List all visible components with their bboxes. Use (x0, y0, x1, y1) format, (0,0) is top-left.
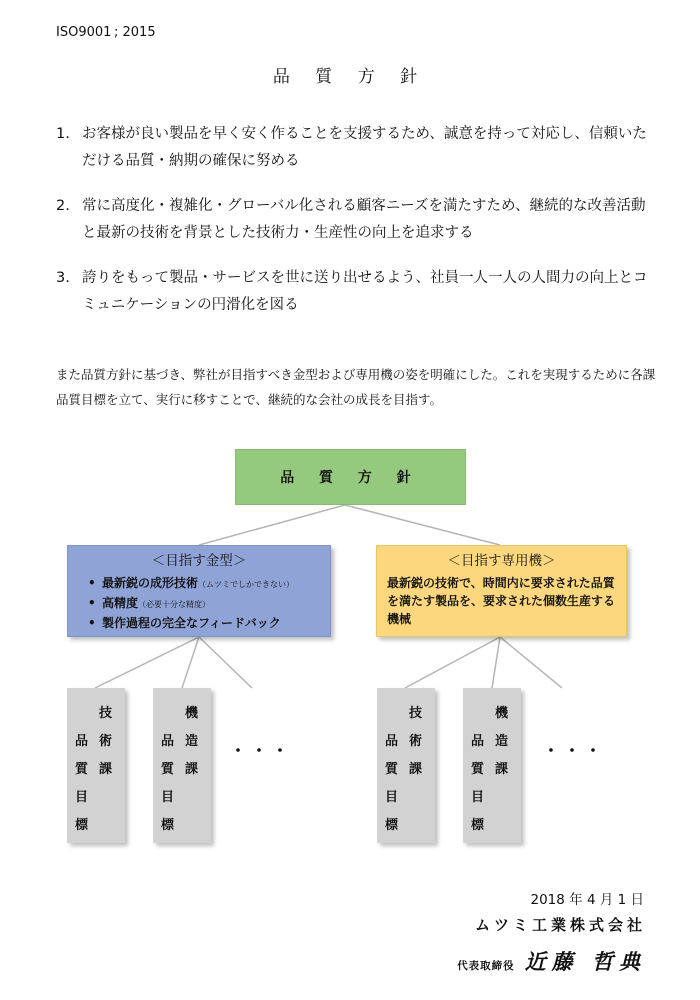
machine-goal-heading: ＜目指す専用機＞ (447, 553, 556, 569)
policy-number: 1. (56, 126, 70, 142)
ellipsis-more-departments: ・・・ (543, 741, 607, 760)
policy-text: 常に高度化・複雑化・グローバル化される顧客ニーズを満たすため、継続的な改善活動と最新の技術を背景とした技術力・生産性の向上を追求する (82, 198, 646, 241)
diagram-machine-goal-box (376, 545, 627, 637)
mold-goal-item: • 高精度（必要十分な精度） (90, 594, 320, 614)
diagram-quality-policy-box: 品 質 方 針 (235, 449, 466, 505)
policy-text: お客様が良い製品を早く安く作ることを支援するため、誠意を持って対応し、信頼いただける品質・納期の確保に努める (82, 126, 647, 169)
mold-goal-heading: ＜目指す金型＞ (151, 553, 247, 569)
mold-goal-item: • 最新鋭の成形技術（ムツミでしかできない） (90, 574, 320, 594)
dept-goal-box-engineering: 技 術 課 品 質 目 標 (377, 688, 435, 843)
dept-goal-box-machinery: 機 造 課 品 質 目 標 (463, 688, 521, 843)
policy-item-1 (56, 121, 656, 175)
iso-standard-label: ISO9001 ; 2015 (56, 25, 156, 40)
company-name: ムツミ工業株式会社 (474, 916, 646, 934)
intro-paragraph: また品質方針に基づき、弊社が目指すべき金型および専用機の姿を明確にした。これを実現するために各課品質目標を立て、実行に移すことで、継続的な会社の成長を目指す。 (56, 367, 656, 407)
policy-text: 誇りをもって製品・サービスを世に送り出せるよう、社員一人一人の人間力の向上とコミュニケーションの円滑化を図る (82, 270, 648, 313)
representative-name: 近藤 哲典 (524, 949, 646, 974)
policy-number: 2. (56, 198, 70, 214)
policy-item-2 (56, 193, 656, 247)
mold-goal-item: • 製作過程の完全なフィードバック (90, 614, 320, 634)
representative-signature (457, 946, 646, 976)
ellipsis-more-departments: ・・・ (230, 741, 294, 760)
representative-title: 代表取締役 (457, 960, 515, 972)
page-title: 品 質 方 針 (272, 67, 428, 87)
diagram-mold-goal-box (67, 545, 331, 637)
issue-date: 2018 年 4 月 1 日 (530, 892, 644, 908)
mold-goal-list (78, 574, 320, 634)
policy-item-3 (56, 265, 656, 319)
dept-goal-box-engineering: 技 術 課 品 質 目 標 (67, 688, 125, 843)
machine-goal-text: 最新鋭の技術で、時間内に要求された品質を満たす製品を、要求された個数生産する機械 (387, 576, 616, 626)
policy-number: 3. (56, 270, 70, 286)
dept-goal-box-machinery: 機 造 課 品 質 目 標 (153, 688, 211, 843)
